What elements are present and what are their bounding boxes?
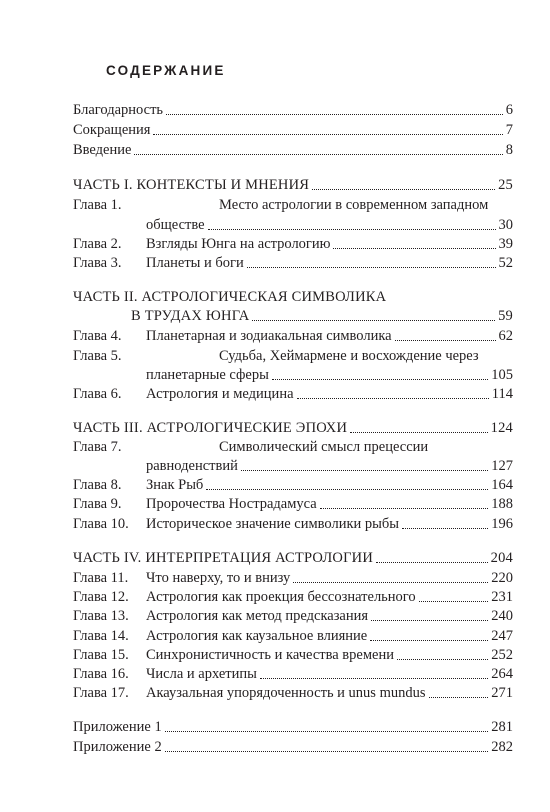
- dot-leader: [333, 248, 495, 249]
- entry-page: 231: [491, 589, 513, 605]
- chapter-title: Планетарная и зодиакальная символика: [146, 328, 392, 344]
- dot-leader: [370, 640, 488, 641]
- toc-chapter-9[interactable]: [73, 491, 513, 513]
- entry-page: 281: [491, 719, 513, 735]
- part-title: ЧАСТЬ II. АСТРОЛОГИЧЕСКАЯ СИМВОЛИКА: [73, 289, 387, 305]
- chapter-label: Глава 7.: [73, 439, 122, 455]
- dot-leader: [241, 470, 488, 471]
- dot-leader: [371, 620, 488, 621]
- chapter-title-cont: планетарные сферы: [146, 367, 269, 383]
- dot-leader: [429, 697, 489, 698]
- entry-title: Введение: [73, 142, 132, 158]
- entry-page: 271: [491, 685, 513, 701]
- chapter-label: Глава 1.: [73, 197, 122, 213]
- dot-leader: [153, 134, 502, 135]
- chapter-title: Символический смысл прецессии: [219, 439, 429, 455]
- dot-leader: [395, 340, 496, 341]
- chapter-title: Судьба, Хеймармене и восхождение через: [219, 348, 479, 364]
- entry-page: 30: [498, 217, 513, 233]
- dot-leader: [297, 398, 489, 399]
- entry-page: 188: [491, 496, 513, 512]
- entry-page: 282: [491, 739, 513, 755]
- chapter-label: Глава 16.: [73, 666, 129, 682]
- chapter-title: Числа и архетипы: [146, 666, 257, 682]
- entry-page: 59: [498, 308, 513, 324]
- toc-entry-appendix-2[interactable]: [73, 734, 513, 756]
- chapter-label: Глава 12.: [73, 589, 129, 605]
- chapter-title: Взгляды Юнга на астрологию: [146, 236, 331, 252]
- entry-page: 25: [498, 177, 513, 193]
- entry-page: 264: [491, 666, 513, 682]
- dot-leader: [165, 731, 489, 732]
- entry-page: 204: [490, 550, 513, 566]
- toc-chapter-6[interactable]: [73, 381, 513, 403]
- toc-chapter-17[interactable]: [73, 680, 513, 702]
- entry-page: 247: [491, 628, 513, 644]
- toc-chapter-3[interactable]: [73, 250, 513, 272]
- chapter-title: Историческое значение символики рыбы: [146, 516, 399, 532]
- dot-leader: [376, 562, 488, 563]
- chapter-label: Глава 13.: [73, 608, 129, 624]
- chapter-label: Глава 4.: [73, 328, 122, 344]
- chapter-label: Глава 10.: [73, 516, 129, 532]
- chapter-label: Глава 5.: [73, 348, 122, 364]
- chapter-label: Глава 6.: [73, 386, 122, 402]
- toc-entry-abbreviations[interactable]: [73, 117, 513, 139]
- chapter-label: Глава 17.: [73, 685, 129, 701]
- dot-leader: [397, 659, 488, 660]
- toc-chapter-1[interactable]: [73, 192, 513, 214]
- entry-page: 164: [491, 477, 513, 493]
- entry-page: 220: [491, 570, 513, 586]
- toc-entry-introduction[interactable]: [73, 137, 513, 159]
- toc-entry-appendix-1[interactable]: [73, 714, 513, 736]
- chapter-title: Планеты и боги: [146, 255, 244, 271]
- chapter-label: Глава 9.: [73, 496, 122, 512]
- entry-title: Благодарность: [73, 102, 164, 118]
- entry-page: 7: [505, 122, 513, 138]
- dot-leader: [312, 189, 495, 190]
- chapter-title: Пророчества Нострадамуса: [146, 496, 317, 512]
- toc-chapter-10[interactable]: [73, 511, 513, 533]
- dot-leader: [260, 678, 488, 679]
- chapter-label: Глава 11.: [73, 570, 129, 586]
- chapter-title-cont: равноденствий: [146, 458, 238, 474]
- part-title-cont: В ТРУДАХ ЮНГА: [131, 308, 250, 324]
- chapter-title: Астрология и медицина: [146, 386, 294, 402]
- toc-part-2-cont[interactable]: [73, 303, 513, 325]
- chapter-title: Синхронистичность и качества времени: [146, 647, 394, 663]
- entry-title: Сокращения: [73, 122, 151, 138]
- dot-leader: [320, 508, 489, 509]
- dot-leader: [134, 154, 502, 155]
- chapter-label: Глава 15.: [73, 647, 129, 663]
- chapter-title: Что наверху, то и внизу: [146, 570, 291, 586]
- entry-page: 240: [491, 608, 513, 624]
- dot-leader: [350, 432, 488, 433]
- entry-page: 105: [491, 367, 513, 383]
- entry-page: 39: [498, 236, 513, 252]
- toc-heading: СОДЕРЖАНИЕ: [106, 63, 226, 78]
- entry-title: Приложение 2: [73, 739, 162, 755]
- dot-leader: [208, 229, 496, 230]
- entry-page: 62: [498, 328, 513, 344]
- toc-entry-acknowledgements[interactable]: [73, 97, 513, 119]
- chapter-label: Глава 8.: [73, 477, 122, 493]
- part-title: ЧАСТЬ I. КОНТЕКСТЫ И МНЕНИЯ: [73, 177, 310, 193]
- entry-page: 52: [498, 255, 513, 271]
- chapter-label: Глава 3.: [73, 255, 122, 271]
- chapter-title-cont: обществе: [146, 217, 205, 233]
- dot-leader: [206, 489, 488, 490]
- chapter-title: Знак Рыб: [146, 477, 204, 493]
- entry-page: 8: [505, 142, 513, 158]
- dot-leader: [293, 582, 488, 583]
- part-title: ЧАСТЬ III. АСТРОЛОГИЧЕСКИЕ ЭПОХИ: [73, 420, 348, 436]
- chapter-label: Глава 14.: [73, 628, 129, 644]
- dot-leader: [272, 379, 488, 380]
- toc-chapter-4[interactable]: [73, 323, 513, 345]
- chapter-title: Астрология как метод предсказания: [146, 608, 369, 624]
- entry-page: 196: [491, 516, 513, 532]
- toc-chapter-13[interactable]: [73, 603, 513, 625]
- toc-part-4[interactable]: [73, 545, 513, 567]
- dot-leader: [419, 601, 489, 602]
- dot-leader: [252, 320, 495, 321]
- chapter-title: Место астрологии в современном западном: [219, 197, 489, 213]
- dot-leader: [166, 114, 503, 115]
- entry-page: 124: [490, 420, 513, 436]
- part-title: ЧАСТЬ IV. ИНТЕРПРЕТАЦИЯ АСТРОЛОГИИ: [73, 550, 373, 566]
- entry-page: 114: [491, 386, 513, 402]
- dot-leader: [402, 528, 488, 529]
- chapter-title: Акаузальная упорядоченность и unus mundus: [146, 685, 426, 701]
- entry-page: 252: [491, 647, 513, 663]
- entry-page: 127: [491, 458, 513, 474]
- chapter-label: Глава 2.: [73, 236, 122, 252]
- dot-leader: [247, 267, 496, 268]
- entry-title: Приложение 1: [73, 719, 162, 735]
- dot-leader: [165, 751, 489, 752]
- chapter-title: Астрология как каузальное влияние: [146, 628, 368, 644]
- chapter-title: Астрология как проекция бессознательного: [146, 589, 416, 605]
- entry-page: 6: [505, 102, 513, 118]
- toc-part-1[interactable]: [73, 172, 513, 194]
